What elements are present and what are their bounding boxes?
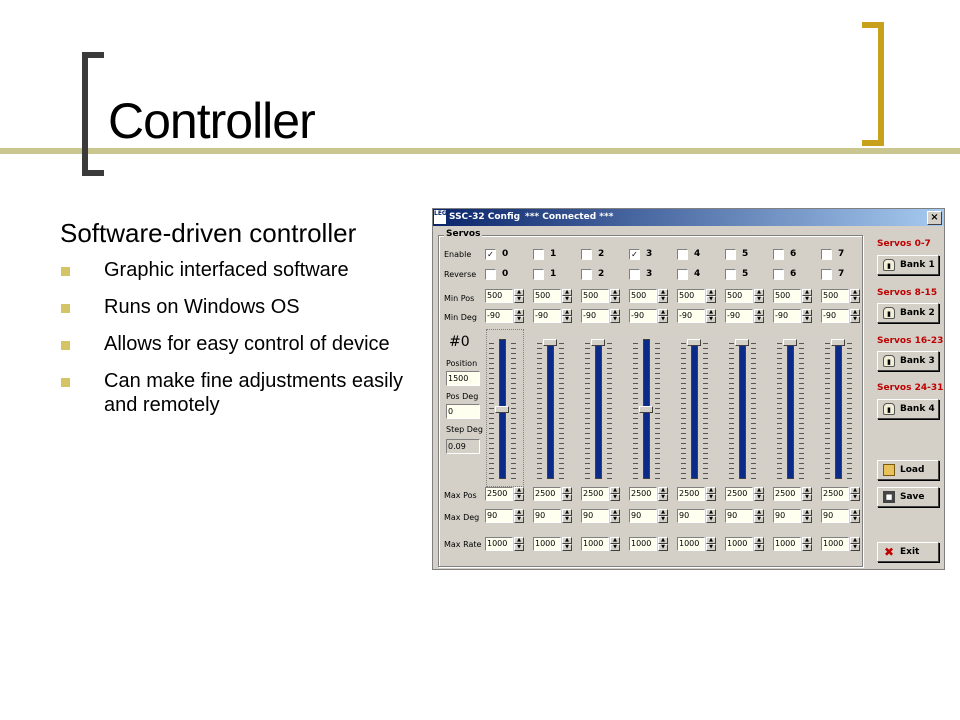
max-pos-field[interactable]: 2500 xyxy=(725,487,753,501)
max-deg-spinner-3[interactable] xyxy=(629,509,670,523)
position-slider-6[interactable] xyxy=(787,339,794,479)
reverse-checkbox-4[interactable] xyxy=(677,269,688,280)
spin-down-icon[interactable]: ▼ xyxy=(562,494,572,501)
spin-up-icon[interactable]: ▲ xyxy=(610,487,620,494)
spin-up-icon[interactable]: ▲ xyxy=(562,309,572,316)
spin-down-icon[interactable]: ▼ xyxy=(514,544,524,551)
max-deg-field[interactable]: 90 xyxy=(533,509,561,523)
spin-down-icon[interactable]: ▼ xyxy=(658,494,668,501)
reverse-number-4: 4 xyxy=(694,269,701,279)
window-title: SSC-32 Config xyxy=(449,212,521,222)
max-pos-spinner-7[interactable] xyxy=(821,487,862,501)
slider-ticks xyxy=(607,339,612,479)
max-deg-field[interactable]: 90 xyxy=(725,509,753,523)
spin-up-icon[interactable]: ▲ xyxy=(706,537,716,544)
enable-number-0: 0 xyxy=(502,249,509,259)
max-deg-field[interactable]: 90 xyxy=(485,509,513,523)
spin-down-icon[interactable]: ▼ xyxy=(706,494,716,501)
min-pos-field[interactable]: 500 xyxy=(485,289,513,303)
spin-down-icon[interactable]: ▼ xyxy=(802,494,812,501)
bank2-button[interactable]: ▮ Bank 2 xyxy=(877,303,939,323)
servo-icon: ▮ xyxy=(883,259,895,271)
save-button[interactable]: ■ Save xyxy=(877,487,939,507)
spin-up-icon[interactable]: ▲ xyxy=(514,537,524,544)
slider-ticks xyxy=(777,339,782,479)
folder-icon xyxy=(883,464,895,476)
enable-checkbox-1[interactable] xyxy=(533,249,544,260)
enable-checkbox-2[interactable] xyxy=(581,249,592,260)
spin-down-icon[interactable]: ▼ xyxy=(754,516,764,523)
spin-up-icon[interactable]: ▲ xyxy=(610,509,620,516)
spin-up-icon[interactable]: ▲ xyxy=(850,509,860,516)
spin-up-icon[interactable]: ▲ xyxy=(658,289,668,296)
max-rate-field[interactable]: 1000 xyxy=(773,537,801,551)
slider-ticks xyxy=(825,339,830,479)
max-deg-field[interactable]: 90 xyxy=(581,509,609,523)
enable-checkbox-4[interactable] xyxy=(677,249,688,260)
enable-number-3: 3 xyxy=(646,249,653,259)
spin-up-icon[interactable]: ▲ xyxy=(658,537,668,544)
spin-up-icon[interactable]: ▲ xyxy=(802,509,812,516)
min-pos-spinner-6[interactable] xyxy=(773,289,814,303)
max-deg-label: Max Deg xyxy=(444,513,480,522)
spin-down-icon[interactable]: ▼ xyxy=(802,544,812,551)
slider-thumb-6[interactable] xyxy=(783,339,797,346)
min-deg-spinner-4[interactable] xyxy=(677,309,718,323)
spin-up-icon[interactable]: ▲ xyxy=(658,487,668,494)
min-pos-field[interactable]: 500 xyxy=(533,289,561,303)
max-pos-field[interactable]: 2500 xyxy=(533,487,561,501)
spin-up-icon[interactable]: ▲ xyxy=(850,289,860,296)
position-slider-1[interactable] xyxy=(547,339,554,479)
spin-up-icon[interactable]: ▲ xyxy=(610,289,620,296)
spin-down-icon[interactable]: ▼ xyxy=(850,296,860,303)
min-pos-spinner-2[interactable] xyxy=(581,289,622,303)
min-deg-spinner-2[interactable] xyxy=(581,309,622,323)
current-servo-label: #0 xyxy=(449,334,470,350)
spin-up-icon[interactable]: ▲ xyxy=(754,537,764,544)
pos-deg-label: Pos Deg xyxy=(446,392,479,401)
servo-column-5 xyxy=(725,209,773,571)
spin-up-icon[interactable]: ▲ xyxy=(706,289,716,296)
slider-ticks xyxy=(751,339,756,479)
servo-column-3 xyxy=(629,209,677,571)
max-rate-spinner-4[interactable] xyxy=(677,537,718,551)
spin-up-icon[interactable]: ▲ xyxy=(514,487,524,494)
bullet-item: Graphic interfaced software xyxy=(60,258,440,282)
max-deg-field[interactable]: 90 xyxy=(821,509,849,523)
min-deg-spinner-6[interactable] xyxy=(773,309,814,323)
max-pos-spinner-1[interactable] xyxy=(533,487,574,501)
slider-ticks xyxy=(799,339,804,479)
slider-thumb-5[interactable] xyxy=(735,339,749,346)
min-pos-spinner-4[interactable] xyxy=(677,289,718,303)
spin-up-icon[interactable]: ▲ xyxy=(706,487,716,494)
bullet-item: Runs on Windows OS xyxy=(60,295,440,319)
spin-down-icon[interactable]: ▼ xyxy=(754,544,764,551)
min-deg-spinner-0[interactable] xyxy=(485,309,526,323)
step-deg-field: 0.09 xyxy=(446,439,480,454)
position-slider-5[interactable] xyxy=(739,339,746,479)
reverse-checkbox-5[interactable] xyxy=(725,269,736,280)
max-rate-spinner-2[interactable] xyxy=(581,537,622,551)
spin-down-icon[interactable]: ▼ xyxy=(610,516,620,523)
spin-down-icon[interactable]: ▼ xyxy=(610,494,620,501)
slider-thumb-3[interactable] xyxy=(639,406,653,413)
spin-down-icon[interactable]: ▼ xyxy=(562,516,572,523)
enable-checkbox-3[interactable]: ✓ xyxy=(629,249,640,260)
min-deg-field[interactable]: -90 xyxy=(629,309,657,323)
slider-ticks xyxy=(489,339,494,479)
max-pos-label: Max Pos xyxy=(444,491,477,500)
spin-up-icon[interactable]: ▲ xyxy=(802,289,812,296)
max-rate-field[interactable]: 1000 xyxy=(677,537,705,551)
reverse-checkbox-6[interactable] xyxy=(773,269,784,280)
min-pos-label: Min Pos xyxy=(444,294,475,303)
max-pos-spinner-2[interactable] xyxy=(581,487,622,501)
servo-column-4 xyxy=(677,209,725,571)
bank4-label: Servos 24-31 xyxy=(877,383,944,393)
spin-down-icon[interactable]: ▼ xyxy=(562,296,572,303)
spin-down-icon[interactable]: ▼ xyxy=(562,316,572,323)
max-rate-field[interactable]: 1000 xyxy=(821,537,849,551)
left-bracket-decoration xyxy=(82,52,104,176)
max-deg-spinner-5[interactable] xyxy=(725,509,766,523)
slider-ticks xyxy=(847,339,852,479)
slider-thumb-7[interactable] xyxy=(831,339,845,346)
reverse-number-3: 3 xyxy=(646,269,653,279)
bank2-label: Servos 8-15 xyxy=(877,288,938,298)
max-deg-field[interactable]: 90 xyxy=(677,509,705,523)
load-button[interactable]: Load xyxy=(877,460,939,480)
max-rate-label: Max Rate xyxy=(444,540,482,549)
min-pos-field[interactable]: 500 xyxy=(677,289,705,303)
enable-checkbox-0[interactable]: ✓ xyxy=(485,249,496,260)
max-deg-spinner-7[interactable] xyxy=(821,509,862,523)
enable-number-5: 5 xyxy=(742,249,749,259)
max-pos-spinner-4[interactable] xyxy=(677,487,718,501)
bullet-list xyxy=(60,258,440,430)
max-deg-spinner-4[interactable] xyxy=(677,509,718,523)
reverse-number-6: 6 xyxy=(790,269,797,279)
min-deg-field[interactable]: -90 xyxy=(821,309,849,323)
min-pos-field[interactable]: 500 xyxy=(821,289,849,303)
reverse-checkbox-1[interactable] xyxy=(533,269,544,280)
min-deg-field[interactable]: -90 xyxy=(581,309,609,323)
reverse-label: Reverse xyxy=(444,270,477,279)
min-pos-field[interactable]: 500 xyxy=(629,289,657,303)
spin-down-icon[interactable]: ▼ xyxy=(802,316,812,323)
spin-down-icon[interactable]: ▼ xyxy=(850,316,860,323)
bank1-label: Servos 0-7 xyxy=(877,239,931,249)
enable-checkbox-7[interactable] xyxy=(821,249,832,260)
spin-up-icon[interactable]: ▲ xyxy=(802,309,812,316)
enable-checkbox-6[interactable] xyxy=(773,249,784,260)
slider-ticks xyxy=(703,339,708,479)
bullet-item: Allows for easy control of device xyxy=(60,332,440,356)
spin-up-icon[interactable]: ▲ xyxy=(658,309,668,316)
min-deg-field[interactable]: -90 xyxy=(725,309,753,323)
max-rate-field[interactable]: 1000 xyxy=(629,537,657,551)
max-rate-spinner-7[interactable] xyxy=(821,537,862,551)
spin-down-icon[interactable]: ▼ xyxy=(610,296,620,303)
spin-down-icon[interactable]: ▼ xyxy=(850,494,860,501)
min-pos-spinner-5[interactable] xyxy=(725,289,766,303)
spin-up-icon[interactable]: ▲ xyxy=(850,309,860,316)
spin-down-icon[interactable]: ▼ xyxy=(850,544,860,551)
bullet-item: Can make fine adjustments easily and remotely xyxy=(60,369,440,417)
floppy-icon: ■ xyxy=(883,491,895,503)
max-rate-spinner-3[interactable] xyxy=(629,537,670,551)
slider-thumb-0[interactable] xyxy=(495,406,509,413)
max-pos-spinner-6[interactable] xyxy=(773,487,814,501)
slider-ticks xyxy=(633,339,638,479)
spin-up-icon[interactable]: ▲ xyxy=(850,487,860,494)
max-rate-spinner-5[interactable] xyxy=(725,537,766,551)
slider-ticks xyxy=(655,339,660,479)
spin-down-icon[interactable]: ▼ xyxy=(610,544,620,551)
connection-status: *** Connected *** xyxy=(525,212,614,222)
min-deg-field[interactable]: -90 xyxy=(533,309,561,323)
app-logo-icon: LEG xyxy=(434,210,446,224)
spin-down-icon[interactable]: ▼ xyxy=(514,296,524,303)
enable-number-6: 6 xyxy=(790,249,797,259)
reverse-number-1: 1 xyxy=(550,269,557,279)
spin-down-icon[interactable]: ▼ xyxy=(706,544,716,551)
servo-icon: ▮ xyxy=(883,355,895,367)
enable-number-2: 2 xyxy=(598,249,605,259)
reverse-checkbox-7[interactable] xyxy=(821,269,832,280)
spin-up-icon[interactable]: ▲ xyxy=(850,537,860,544)
enable-checkbox-5[interactable] xyxy=(725,249,736,260)
servo-column-7 xyxy=(821,209,869,571)
enable-label: Enable xyxy=(444,250,472,259)
max-rate-field[interactable]: 1000 xyxy=(533,537,561,551)
slider-ticks xyxy=(585,339,590,479)
reverse-checkbox-2[interactable] xyxy=(581,269,592,280)
slider-ticks xyxy=(729,339,734,479)
max-deg-spinner-0[interactable] xyxy=(485,509,526,523)
spin-up-icon[interactable]: ▲ xyxy=(754,509,764,516)
max-rate-spinner-6[interactable] xyxy=(773,537,814,551)
servo-column-0 xyxy=(485,209,533,571)
slider-thumb-1[interactable] xyxy=(543,339,557,346)
bullet-square-icon xyxy=(61,267,70,276)
min-pos-field[interactable]: 500 xyxy=(725,289,753,303)
max-pos-field[interactable]: 2500 xyxy=(677,487,705,501)
max-deg-field[interactable]: 90 xyxy=(773,509,801,523)
spin-down-icon[interactable]: ▼ xyxy=(802,296,812,303)
right-bracket-decoration xyxy=(862,22,884,146)
max-rate-field[interactable]: 1000 xyxy=(725,537,753,551)
spin-down-icon[interactable]: ▼ xyxy=(754,316,764,323)
min-deg-spinner-3[interactable] xyxy=(629,309,670,323)
position-field[interactable]: 1500 xyxy=(446,371,480,386)
spin-up-icon[interactable]: ▲ xyxy=(754,309,764,316)
slider-thumb-2[interactable] xyxy=(591,339,605,346)
max-rate-spinner-0[interactable] xyxy=(485,537,526,551)
max-pos-field[interactable]: 2500 xyxy=(629,487,657,501)
spin-down-icon[interactable]: ▼ xyxy=(706,516,716,523)
bullet-square-icon xyxy=(61,378,70,387)
reverse-number-5: 5 xyxy=(742,269,749,279)
spin-down-icon[interactable]: ▼ xyxy=(610,316,620,323)
min-pos-spinner-7[interactable] xyxy=(821,289,862,303)
enable-number-1: 1 xyxy=(550,249,557,259)
spin-up-icon[interactable]: ▲ xyxy=(610,309,620,316)
min-deg-field[interactable]: -90 xyxy=(677,309,705,323)
min-deg-spinner-5[interactable] xyxy=(725,309,766,323)
reverse-checkbox-3[interactable] xyxy=(629,269,640,280)
max-pos-field[interactable]: 2500 xyxy=(821,487,849,501)
max-pos-spinner-3[interactable] xyxy=(629,487,670,501)
close-icon[interactable]: × xyxy=(927,211,942,225)
spin-down-icon[interactable]: ▼ xyxy=(754,494,764,501)
spin-down-icon[interactable]: ▼ xyxy=(706,296,716,303)
max-pos-spinner-5[interactable] xyxy=(725,487,766,501)
min-deg-field[interactable]: -90 xyxy=(485,309,513,323)
x-icon: ✖ xyxy=(883,545,895,559)
spin-down-icon[interactable]: ▼ xyxy=(514,516,524,523)
spin-down-icon[interactable]: ▼ xyxy=(658,316,668,323)
reverse-number-2: 2 xyxy=(598,269,605,279)
reverse-checkbox-0[interactable] xyxy=(485,269,496,280)
min-deg-field[interactable]: -90 xyxy=(773,309,801,323)
max-pos-field[interactable]: 2500 xyxy=(485,487,513,501)
reverse-number-7: 7 xyxy=(838,269,845,279)
slider-ticks xyxy=(681,339,686,479)
servos-group-label: Servos xyxy=(446,229,481,239)
spin-up-icon[interactable]: ▲ xyxy=(514,309,524,316)
spin-down-icon[interactable]: ▼ xyxy=(754,296,764,303)
enable-number-7: 7 xyxy=(838,249,845,259)
bullet-square-icon xyxy=(61,341,70,350)
max-rate-field[interactable]: 1000 xyxy=(485,537,513,551)
spin-down-icon[interactable]: ▼ xyxy=(562,544,572,551)
ssc32-config-window xyxy=(432,208,945,570)
slider-ticks xyxy=(511,339,516,479)
max-deg-spinner-1[interactable] xyxy=(533,509,574,523)
spin-up-icon[interactable]: ▲ xyxy=(658,509,668,516)
slide-subtitle: Software-driven controller xyxy=(60,218,357,248)
max-rate-spinner-1[interactable] xyxy=(533,537,574,551)
spin-up-icon[interactable]: ▲ xyxy=(754,289,764,296)
spin-down-icon[interactable]: ▼ xyxy=(514,494,524,501)
max-rate-field[interactable]: 1000 xyxy=(581,537,609,551)
servo-column-1 xyxy=(533,209,581,571)
spin-up-icon[interactable]: ▲ xyxy=(562,289,572,296)
spin-down-icon[interactable]: ▼ xyxy=(802,516,812,523)
servo-column-2 xyxy=(581,209,629,571)
spin-down-icon[interactable]: ▼ xyxy=(658,296,668,303)
servo-column-6 xyxy=(773,209,821,571)
position-label: Position xyxy=(446,359,478,368)
max-deg-spinner-6[interactable] xyxy=(773,509,814,523)
spin-up-icon[interactable]: ▲ xyxy=(562,509,572,516)
spin-up-icon[interactable]: ▲ xyxy=(514,289,524,296)
min-pos-spinner-1[interactable] xyxy=(533,289,574,303)
min-pos-field[interactable]: 500 xyxy=(581,289,609,303)
position-slider-4[interactable] xyxy=(691,339,698,479)
min-pos-spinner-0[interactable] xyxy=(485,289,526,303)
slide-title: Controller xyxy=(108,93,315,149)
slider-ticks xyxy=(559,339,564,479)
pos-deg-field[interactable]: 0 xyxy=(446,404,480,419)
spin-down-icon[interactable]: ▼ xyxy=(706,316,716,323)
bank4-button[interactable]: ▮ Bank 4 xyxy=(877,399,939,419)
spin-up-icon[interactable]: ▲ xyxy=(562,537,572,544)
bullet-square-icon xyxy=(61,304,70,313)
spin-down-icon[interactable]: ▼ xyxy=(658,544,668,551)
bank1-button[interactable]: ▮ Bank 1 xyxy=(877,255,939,275)
spin-down-icon[interactable]: ▼ xyxy=(658,516,668,523)
min-deg-label: Min Deg xyxy=(444,313,477,322)
min-pos-spinner-3[interactable] xyxy=(629,289,670,303)
position-slider-7[interactable] xyxy=(835,339,842,479)
spin-up-icon[interactable]: ▲ xyxy=(562,487,572,494)
slider-ticks xyxy=(537,339,542,479)
max-pos-field[interactable]: 2500 xyxy=(581,487,609,501)
spin-up-icon[interactable]: ▲ xyxy=(802,487,812,494)
reverse-number-0: 0 xyxy=(502,269,509,279)
min-pos-field[interactable]: 500 xyxy=(773,289,801,303)
enable-number-4: 4 xyxy=(694,249,701,259)
servo-icon: ▮ xyxy=(883,403,895,415)
spin-up-icon[interactable]: ▲ xyxy=(706,509,716,516)
max-pos-field[interactable]: 2500 xyxy=(773,487,801,501)
position-slider-2[interactable] xyxy=(595,339,602,479)
spin-up-icon[interactable]: ▲ xyxy=(610,537,620,544)
slider-thumb-4[interactable] xyxy=(687,339,701,346)
servo-icon: ▮ xyxy=(883,307,895,319)
max-deg-spinner-2[interactable] xyxy=(581,509,622,523)
bank3-label: Servos 16-23 xyxy=(877,336,944,346)
spin-down-icon[interactable]: ▼ xyxy=(514,316,524,323)
min-deg-spinner-7[interactable] xyxy=(821,309,862,323)
bank3-button[interactable]: ▮ Bank 3 xyxy=(877,351,939,371)
min-deg-spinner-1[interactable] xyxy=(533,309,574,323)
spin-up-icon[interactable]: ▲ xyxy=(754,487,764,494)
step-deg-label: Step Deg xyxy=(446,425,483,434)
spin-up-icon[interactable]: ▲ xyxy=(706,309,716,316)
spin-down-icon[interactable]: ▼ xyxy=(850,516,860,523)
spin-up-icon[interactable]: ▲ xyxy=(514,509,524,516)
max-pos-spinner-0[interactable] xyxy=(485,487,526,501)
exit-button[interactable]: ✖ Exit xyxy=(877,542,939,562)
spin-up-icon[interactable]: ▲ xyxy=(802,537,812,544)
max-deg-field[interactable]: 90 xyxy=(629,509,657,523)
